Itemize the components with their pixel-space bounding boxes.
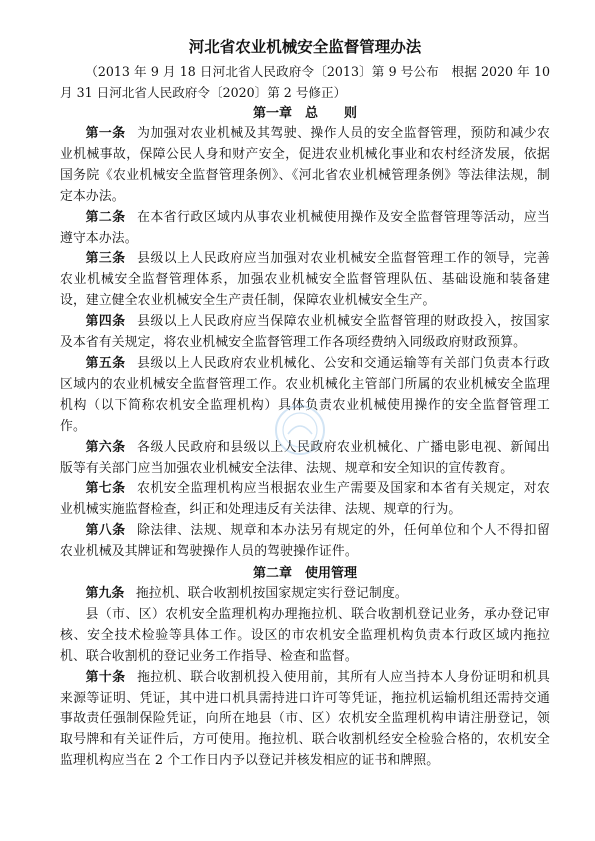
article-label: 第九条 bbox=[85, 586, 125, 602]
article-label: 第六条 bbox=[85, 439, 126, 455]
article-6 bbox=[60, 438, 550, 480]
article-text: 农机安全监理机构应当根据农业生产需要及国家和本省有关规定，对农业机械实施监督检查，纠正和处理违反有关法律、法规、规章的行为。 bbox=[60, 481, 550, 518]
article-7 bbox=[60, 479, 550, 521]
article-2 bbox=[60, 208, 550, 250]
document-title: 河北省农业机械安全监督管理办法 bbox=[188, 38, 422, 56]
article-text: 在本省行政区域内从事农业机械使用操作及安全监督管理等活动，应当遵守本办法。 bbox=[60, 209, 550, 246]
article-8 bbox=[60, 521, 550, 563]
article-label: 第四条 bbox=[85, 314, 126, 330]
article-text: 为加强对农业机械及其驾驶、操作人员的安全监督管理，预防和减少农业机械事故，保障公民人身和财产安全，促进农业机械化事业和农村经济发展，依据国务院《农业机械安全监督管理条例》、《河北省农业机械管理条例》等法律法规，制定本办法。 bbox=[60, 126, 550, 204]
article-label: 第七条 bbox=[85, 481, 126, 497]
article-text: 县级以上人民政府应当加强对农业机械安全监督管理工作的领导，完善农业机械安全监督管理体系，加强农业机械安全监督管理队伍、基础设施和装备建设，建立健全农业机械安全生产责任制，保障农业机械安全生产。 bbox=[60, 251, 550, 309]
article-5 bbox=[60, 354, 550, 438]
article-9-paragraph-2: 县（市、区）农机安全监理机构办理拖拉机、联合收割机登记业务，承办登记审核、安全技术检验等具体工作。设区的市农机安全监理机构负责本行政区域内拖拉机、联合收割机的登记业务工作指导、检查和监督。 bbox=[60, 606, 550, 664]
chapter-heading-1: 第一章 总 则 bbox=[252, 106, 357, 121]
document-page bbox=[60, 36, 550, 772]
article-3 bbox=[60, 249, 550, 312]
article-label: 第一条 bbox=[85, 126, 126, 141]
article-label: 第八条 bbox=[85, 523, 126, 539]
article-1 bbox=[60, 124, 550, 208]
article-text: 各级人民政府和县级以上人民政府农业机械化、广播电影电视、新闻出版等有关部门应当加强农业机械安全法律、法规、规章和安全知识的宣传教育。 bbox=[60, 439, 550, 476]
promulgation-note: （2013 年 9 月 18 日河北省人民政府令〔2013〕第 9 号公布 根据 2020 年 10 月 31 日河北省人民政府令〔2020〕第 2 号修正） bbox=[60, 64, 550, 100]
article-label: 第十条 bbox=[85, 669, 126, 685]
article-label: 第三条 bbox=[85, 251, 126, 267]
article-text: 拖拉机、联合收割机投入使用前，其所有人应当持本人身份证明和机具来源等证明、凭证，其中进口机具需持进口许可等凭证，拖拉机运输机组还需持交通事故责任强制保险凭证，向所在地县（市、区）农机安全监理机构申请注册登记，领取号牌和有关证件后，方可使用。拖拉机、联合收割机经安全检验合格的，农机安全监理机构应当在 2 个工作日内予以登记并核发相应的证书和牌照。 bbox=[60, 669, 550, 769]
article-10 bbox=[60, 668, 550, 773]
article-text: 拖拉机、联合收割机按国家规定实行登记制度。 bbox=[135, 586, 408, 602]
article-label: 第五条 bbox=[85, 355, 126, 371]
chapter-heading-2: 第二章 使用管理 bbox=[252, 566, 357, 582]
article-text: 除法律、法规、规章和本办法另有规定的外，任何单位和个人不得扣留农业机械及其牌证和驾驶操作人员的驾驶操作证件。 bbox=[60, 523, 550, 560]
article-label: 第二条 bbox=[85, 209, 126, 225]
article-9 bbox=[60, 584, 550, 605]
article-text: 县级以上人民政府农业机械化、公安和交通运输等有关部门负责本行政区域内的农业机械安全监督管理工作。农业机械化主管部门所属的农业机械安全监理机构（以下简称农机安全监理机构）具体负责农业机械使用操作的安全监督管理工作。 bbox=[60, 355, 550, 434]
article-text: 县级以上人民政府应当保障农业机械安全监督管理的财政投入，按国家及本省有关规定，将农业机械安全监督管理工作各项经费纳入同级政府财政预算。 bbox=[60, 314, 550, 351]
article-4 bbox=[60, 312, 550, 354]
